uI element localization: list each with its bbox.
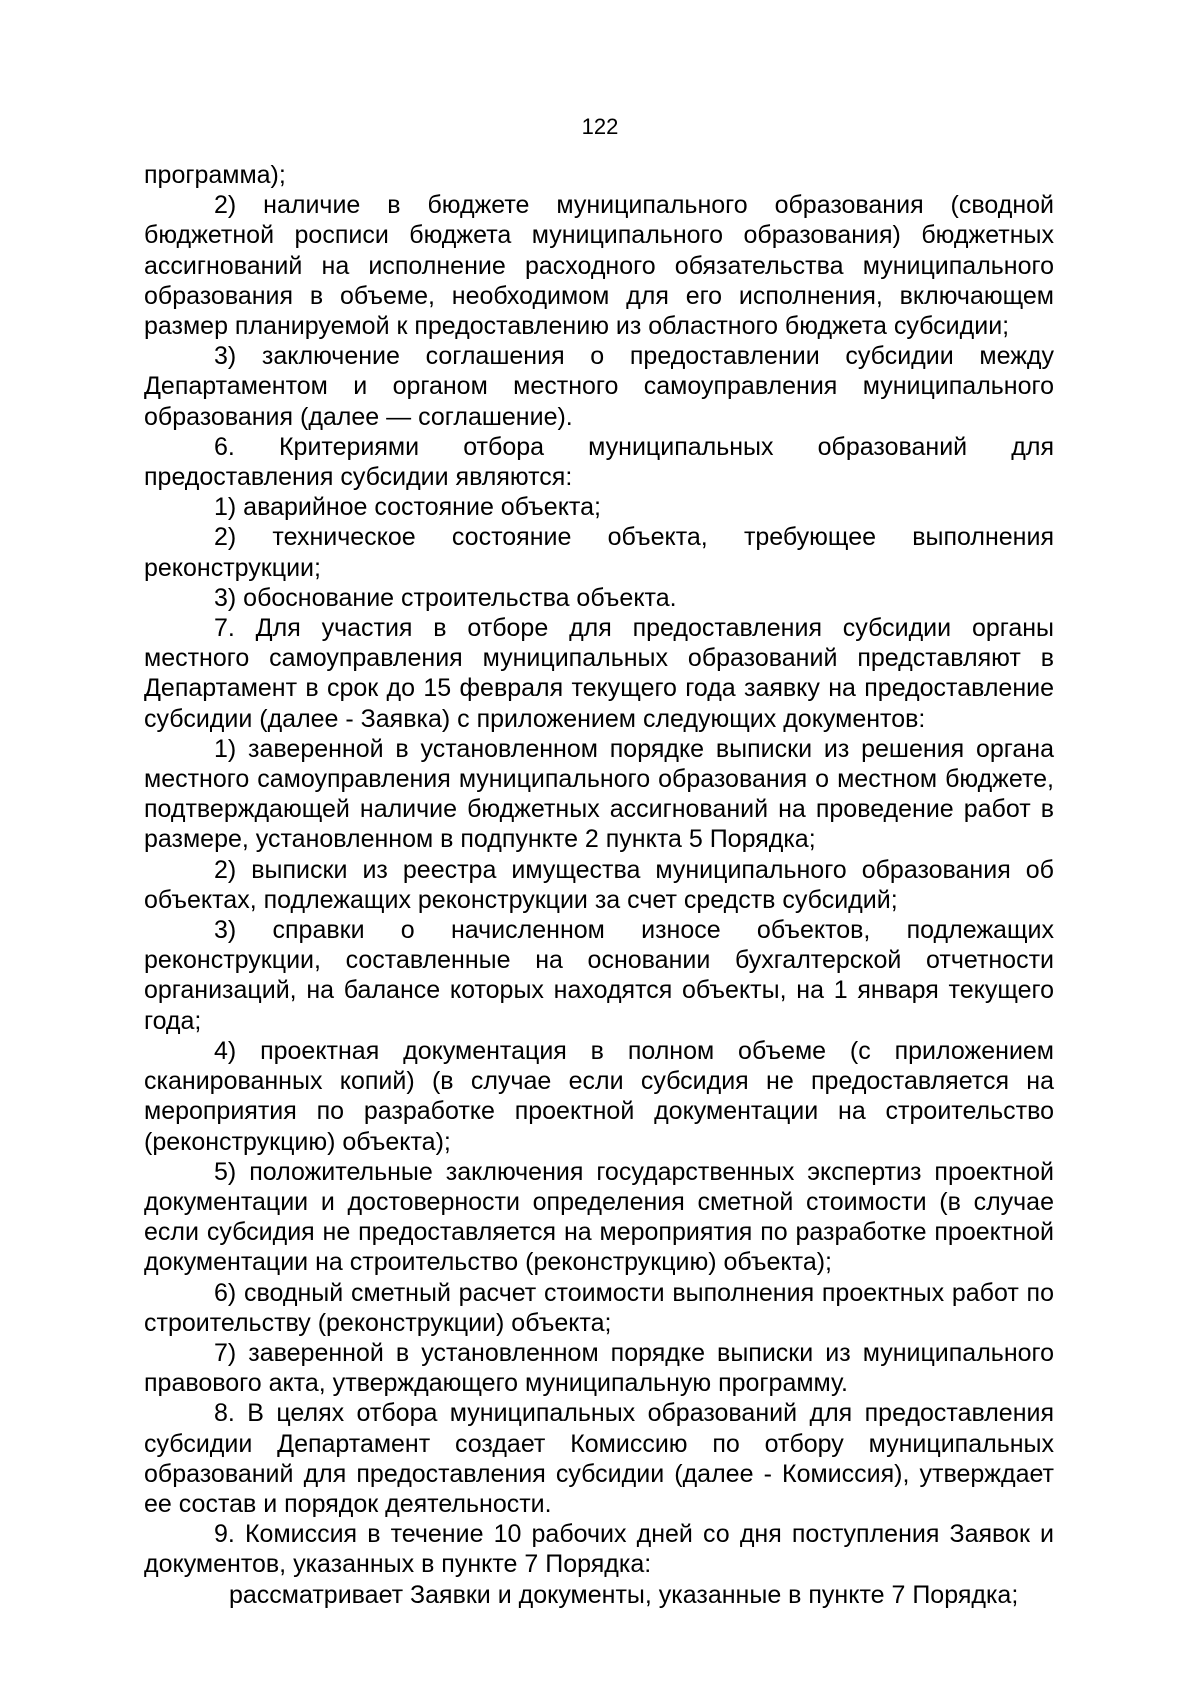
paragraph: 2) выписки из реестра имущества муниципального образования об объектах, подлежащих реконструкции за счет средств субсидий; (144, 855, 1054, 914)
paragraph: 8. В целях отбора муниципальных образований для предоставления субсидии Департамент создает Комиссию по отбору муниципальных образований для предоставления субсидии (далее - Комиссия), утверждает ее состав и порядок деятельности. (144, 1399, 1054, 1518)
paragraph: 2) наличие в бюджете муниципального образования (сводной бюджетной росписи бюджета муниципального образования) бюджетных ассигнований на исполнение расходного обязательства муниципального образования в объеме, необходимом для его исполнения, включающем размер планируемой к предоставлению из областного бюджета субсидии; (144, 191, 1054, 341)
paragraph: 5) положительные заключения государственных экспертиз проектной документации и достоверности определения сметной стоимости (в случае если субсидия не предоставляется на мероприятия по разработке проектной документации на строительство (реконструкцию) объекта); (144, 1157, 1054, 1277)
paragraph: 1) заверенной в установленном порядке выписки из решения органа местного самоуправления муниципального образования о местном бюджете, подтверждающей наличие бюджетных ассигнований на проведение работ в размере, установленном в подпункте 2 пункта 5 Порядка; (144, 734, 1054, 854)
document-body (144, 160, 1054, 1610)
paragraph: рассматривает Заявки и документы, указанные в пункте 7 Порядка; (229, 1580, 1019, 1609)
paragraph: 7) заверенной в установленном порядке выписки из муниципального правового акта, утверждающего муниципальную программу. (144, 1338, 1054, 1398)
paragraph: 2) техническое состояние объекта, требующее выполнения реконструкции; (144, 523, 1054, 582)
paragraph: 9. Комиссия в течение 10 рабочих дней со дня поступления Заявок и документов, указанных в пункте 7 Порядка: (144, 1520, 1054, 1579)
paragraph: 3) обоснование строительства объекта. (214, 583, 677, 612)
paragraph: 4) проектная документация в полном объеме (с приложением сканированных копий) (в случае если субсидия не предоставляется на мероприятия по разработке проектной документации на строительство (реконструкцию) объекта); (144, 1036, 1054, 1156)
paragraph: 3) заключение соглашения о предоставлении субсидии между Департаментом и органом местного самоуправления муниципального образования (далее — соглашение). (144, 342, 1054, 431)
paragraph: 3) справки о начисленном износе объектов, подлежащих реконструкции, составленные на основании бухгалтерской отчетности организаций, на балансе которых находятся объекты, на 1 января текущего года; (144, 916, 1054, 1035)
paragraph: 1) аварийное состояние объекта; (214, 493, 601, 522)
page-number: 122 (581, 114, 619, 139)
paragraph: программа); (144, 161, 286, 189)
paragraph: 7. Для участия в отборе для предоставления субсидии органы местного самоуправления муниципальных образований представляют в Департамент в срок до 15 февраля текущего года заявку на предоставление субсидии (далее - Заявка) с приложением следующих документов: (144, 614, 1054, 733)
paragraph: 6. Критериями отбора муниципальных образований для предоставления субсидии являются: (144, 432, 1054, 492)
paragraph: 6) сводный сметный расчет стоимости выполнения проектных работ по строительству (реконструкции) объекта; (144, 1278, 1054, 1337)
